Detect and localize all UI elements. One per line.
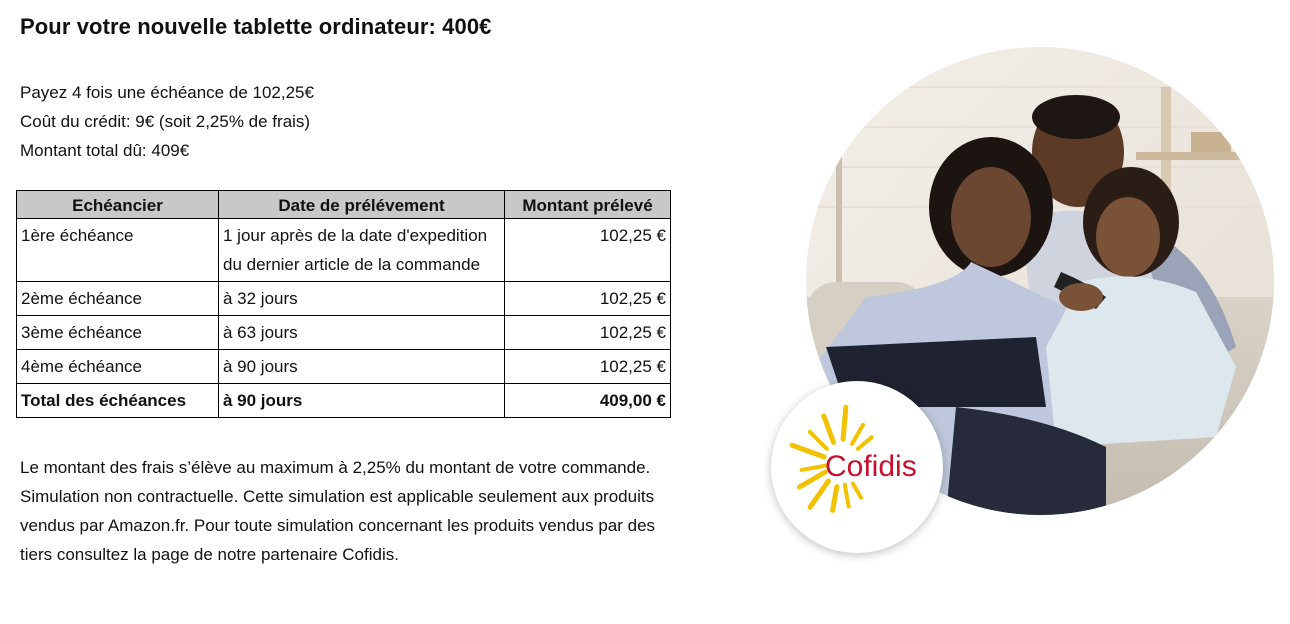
sun-ray (845, 485, 849, 507)
header-date: Date de prélévement (219, 191, 505, 219)
cofidis-logo (771, 381, 943, 553)
cell-amount: 102,25 € (505, 316, 671, 350)
cell-installment: 1ère échéance (17, 219, 219, 282)
header-montant: Montant prélevé (505, 191, 671, 219)
table-row (17, 219, 671, 282)
sun-ray (824, 416, 834, 442)
cell-total-amount: 409,00 € (505, 384, 671, 418)
credit-cost-line: Coût du crédit: 9€ (soit 2,25% de frais) (20, 112, 311, 131)
disclaimer-text: Le montant des frais s’élève au maximum à 2,25% du montant de votre commande. Simulation non contractuelle. Cette simulation est applicable seulement aux produits vendus par Amazon.fr. Pour toute simulation concernant les produits vendus par des tiers consultez la page de notre partenaire Cofidis. (20, 458, 656, 564)
sun-ray (799, 472, 825, 487)
sun-ray (802, 466, 826, 470)
cell-amount: 102,25 € (505, 219, 671, 282)
cell-amount: 102,25 € (505, 350, 671, 384)
sun-ray (853, 484, 861, 498)
table-header-row (17, 191, 671, 219)
table-row (17, 316, 671, 350)
cell-total-date: à 90 jours (219, 384, 505, 418)
logo-wordmark: Cofidis (825, 450, 917, 483)
total-due-line: Montant total dû: 409€ (20, 141, 190, 160)
sun-ray (810, 432, 827, 449)
payment-schedule-table (16, 190, 671, 418)
cell-total-label: Total des échéances (17, 384, 219, 418)
cell-date: à 90 jours (219, 350, 505, 384)
sun-ray (858, 437, 872, 449)
cell-installment: 3ème échéance (17, 316, 219, 350)
cell-installment: 4ème échéance (17, 350, 219, 384)
installment-line: Payez 4 fois une échéance de 102,25€ (20, 83, 314, 102)
sun-ray (843, 407, 846, 439)
table-row (17, 282, 671, 316)
sun-ray (792, 445, 824, 457)
credit-summary (20, 78, 314, 165)
header-echeancier: Echéancier (17, 191, 219, 219)
cofidis-sun-icon (771, 381, 943, 553)
table-total-row (17, 384, 671, 418)
cell-date: 1 jour après de la date d'expedition du dernier article de la commande (219, 219, 505, 282)
cell-installment: 2ème échéance (17, 282, 219, 316)
table-row (17, 350, 671, 384)
sun-ray (852, 425, 863, 444)
page-title: Pour votre nouvelle tablette ordinateur: 400€ (20, 14, 492, 39)
sun-ray (833, 487, 837, 511)
cell-amount: 102,25 € (505, 282, 671, 316)
cell-date: à 63 jours (219, 316, 505, 350)
sun-ray (810, 481, 828, 507)
cell-date: à 32 jours (219, 282, 505, 316)
